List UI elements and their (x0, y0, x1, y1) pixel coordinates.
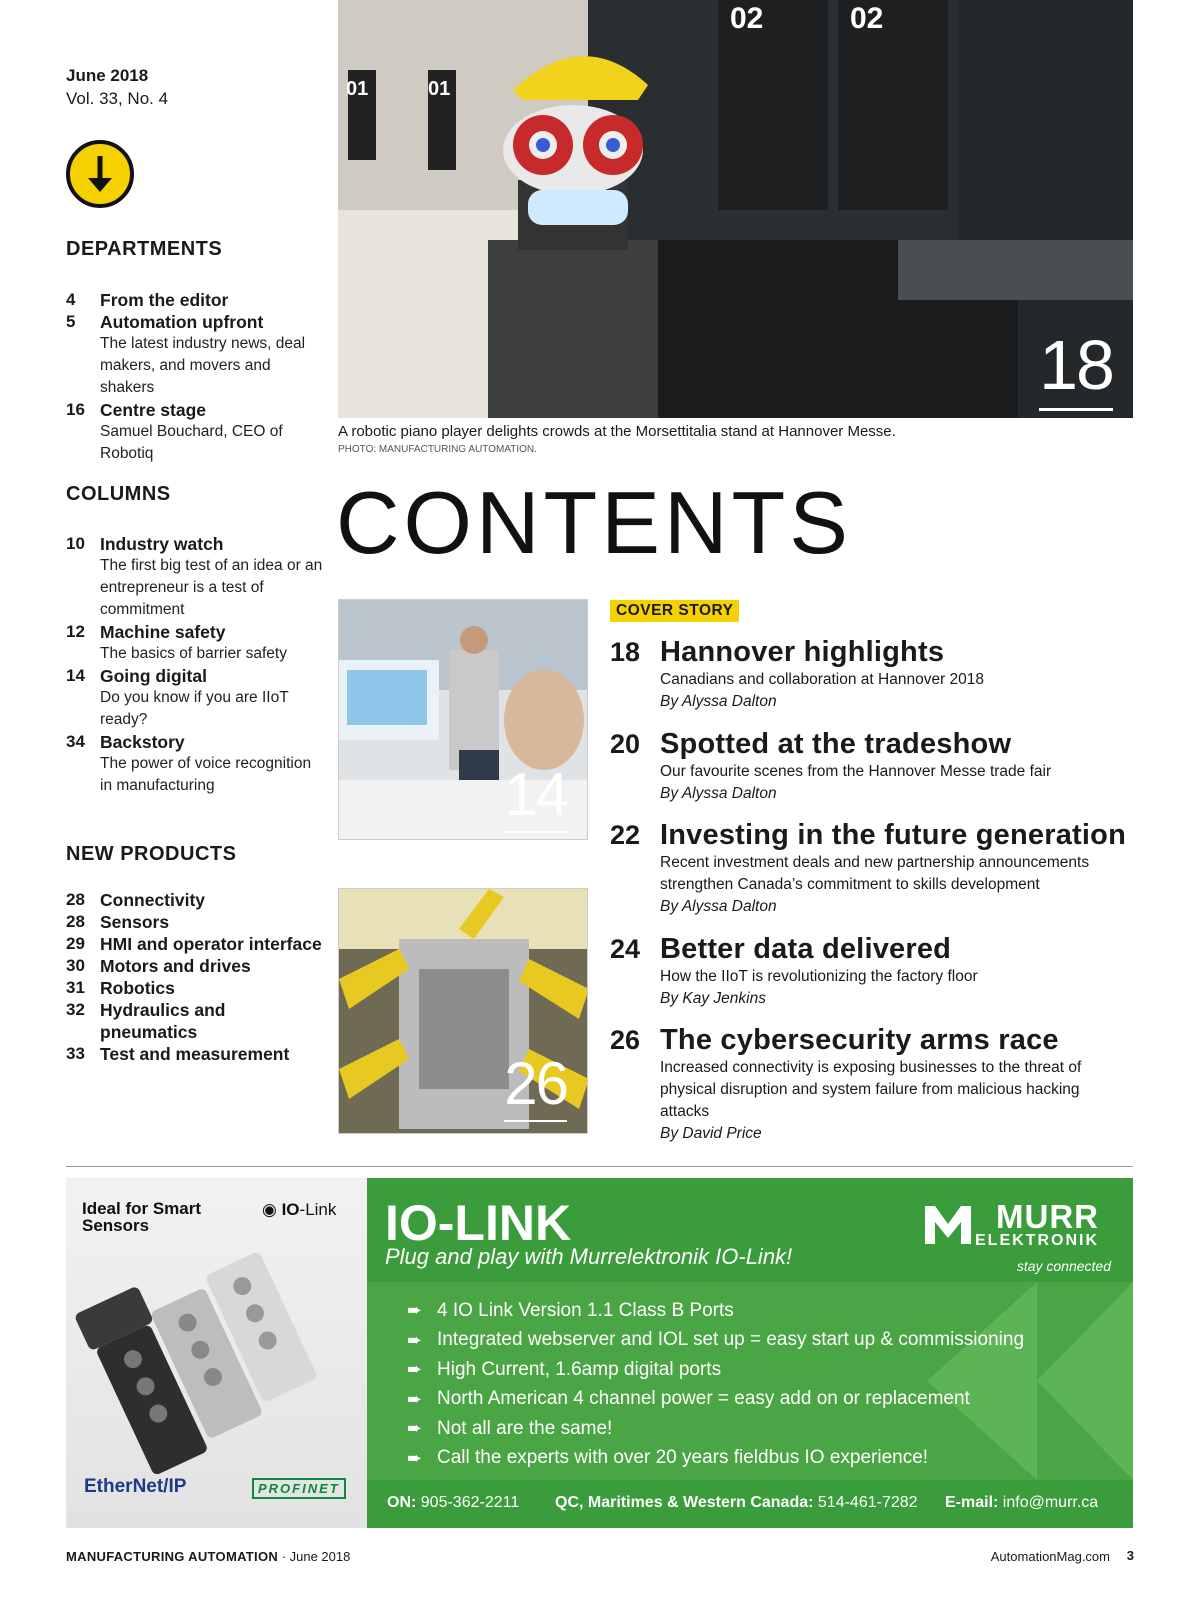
story-title: The cybersecurity arms race (660, 1024, 1059, 1056)
hero-sign-02: 02 (730, 2, 764, 35)
issue-month: June 2018 (66, 66, 149, 85)
story-page: 26 (610, 1025, 641, 1055)
story-desc: Our favourite scenes from the Hannover Messe trade fair (660, 763, 1052, 780)
ad-contact-on[interactable] (387, 1494, 519, 1512)
hero-sign-01: 01 (346, 78, 369, 100)
toc-item[interactable] (66, 731, 326, 797)
ad-product-panel (66, 1178, 367, 1528)
toc-page: 10 (66, 534, 85, 553)
ad-smart-sensors: Ideal for Smart Sensors (82, 1199, 202, 1235)
toc-page: 14 (66, 666, 85, 685)
toc-title: Backstory (100, 732, 185, 752)
iolink-logo-bold: IO (281, 1200, 300, 1219)
toc-page: 33 (66, 1044, 85, 1063)
story-page: 20 (610, 729, 641, 759)
toc-page: 34 (66, 732, 85, 751)
story-desc: Canadians and collaboration at Hannover 2018 (660, 671, 985, 688)
arrow-bullet-icon: ➨ (407, 1300, 423, 1321)
toc-item[interactable] (66, 933, 326, 955)
toc-item[interactable] (66, 665, 326, 731)
ad-feature-text: Not all are the same! (437, 1417, 613, 1439)
toc-desc: The first big test of an idea or an entrepreneur is a test of commitment (100, 557, 323, 618)
down-arrow-icon (66, 140, 134, 208)
story-title: Hannover highlights (660, 636, 945, 668)
ad-feature (407, 1296, 1024, 1326)
story-title: Spotted at the tradeshow (660, 728, 1012, 760)
toc-item[interactable] (66, 289, 326, 311)
story-page: 24 (610, 934, 641, 964)
profinet-logo: PROFINET (252, 1478, 346, 1499)
toc-title: Robotics (100, 978, 175, 998)
toc-title: Centre stage (100, 400, 207, 420)
toc-title: Hydraulics and pneumatics (100, 1000, 226, 1042)
footer-publication-name: MANUFACTURING AUTOMATION (66, 1549, 279, 1564)
chevron-left-icon (1037, 1282, 1133, 1480)
toc-title: From the editor (100, 290, 229, 310)
toc-desc: The power of voice recognition in manufacturing (100, 755, 312, 794)
toc-page: 30 (66, 956, 85, 975)
divider (66, 1166, 1133, 1167)
toc-title: Sensors (100, 912, 170, 932)
toc-page: 4 (66, 290, 76, 309)
contact-value: info@murr.ca (1002, 1494, 1099, 1511)
iolink-logo-icon: ◉ (262, 1200, 277, 1219)
hero-caption: A robotic piano player delights crowds at the Morsettitalia stand at Hannover Messe. (338, 423, 896, 440)
murr-tagline: stay connected (1016, 1258, 1111, 1274)
arrow-bullet-icon: ➨ (407, 1329, 423, 1350)
toc-desc: Do you know if you are IIoT ready? (100, 689, 289, 728)
contact-value: 905-362-2211 (420, 1494, 520, 1511)
contact-label: ON: (387, 1494, 417, 1511)
story-item[interactable] (610, 933, 1130, 1010)
thumb-presentation[interactable] (338, 599, 588, 840)
ad-green-panel (367, 1178, 1133, 1528)
page-number: 3 (1126, 1548, 1134, 1563)
ad-feature (407, 1355, 1024, 1385)
toc-page: 31 (66, 978, 85, 997)
story-byline: By Alyssa Dalton (660, 898, 777, 915)
ad-subheadline: Plug and play with Murrelektronik IO-Link! (385, 1244, 793, 1269)
story-item[interactable] (610, 636, 1130, 713)
ad-contact-qc[interactable] (555, 1494, 918, 1512)
story-byline: By David Price (660, 1125, 762, 1142)
departments-heading: DEPARTMENTS (66, 238, 223, 260)
new-products-list (66, 889, 326, 1065)
ad-feature-text: 4 IO Link Version 1.1 Class B Ports (437, 1299, 734, 1321)
story-item[interactable] (610, 819, 1130, 918)
toc-title: Test and measurement (100, 1044, 290, 1064)
toc-item[interactable] (66, 955, 326, 977)
contact-label: E-mail: (945, 1494, 999, 1511)
story-item[interactable] (610, 728, 1130, 805)
toc-title: Industry watch (100, 534, 224, 554)
toc-desc: Samuel Bouchard, CEO of Robotiq (100, 423, 283, 462)
ad-feature (407, 1414, 1024, 1444)
toc-title: HMI and operator interface (100, 934, 322, 954)
ad-feature-text: Integrated webserver and IOL set up = easy start up & commissioning (437, 1329, 1025, 1351)
footer-publication (66, 1549, 350, 1564)
toc-desc: The basics of barrier safety (100, 645, 287, 662)
hero-page-number: 18 (1039, 326, 1113, 404)
ad-headline: IO-LINK (385, 1195, 572, 1251)
departments-list (66, 289, 326, 465)
murr-brand-sub: ELEKTRONIK (975, 1232, 1099, 1249)
toc-item[interactable] (66, 399, 326, 465)
story-byline: By Kay Jenkins (660, 990, 766, 1007)
story-byline: By Alyssa Dalton (660, 785, 777, 802)
thumb-page-number: 14 (504, 761, 567, 828)
toc-title: Connectivity (100, 890, 206, 910)
ad-feature-text: High Current, 1.6amp digital ports (437, 1358, 722, 1380)
toc-page: 5 (66, 312, 76, 331)
toc-desc: The latest industry news, deal makers, and movers and shakers (100, 335, 306, 396)
ad-feature (407, 1444, 1024, 1474)
story-byline: By Alyssa Dalton (660, 693, 777, 710)
thumb-auto-factory[interactable] (338, 888, 588, 1134)
toc-page: 28 (66, 890, 85, 909)
story-desc: How the IIoT is revolutionizing the factory floor (660, 968, 978, 985)
toc-page: 16 (66, 400, 85, 419)
toc-item[interactable] (66, 999, 326, 1043)
columns-heading: COLUMNS (66, 483, 171, 505)
iolink-logo-rest: -Link (299, 1200, 337, 1219)
ad-contact-email[interactable] (945, 1494, 1098, 1512)
ad-feature-text: Call the experts with over 20 years fieldbus IO experience! (437, 1447, 929, 1469)
toc-page: 28 (66, 912, 85, 931)
arrow-bullet-icon: ➨ (407, 1388, 423, 1409)
hero-credit: PHOTO: MANUFACTURING AUTOMATION. (338, 444, 537, 455)
ad-feature (407, 1326, 1024, 1356)
toc-item[interactable] (66, 311, 326, 399)
footer-site[interactable]: AutomationMag.com (990, 1549, 1110, 1564)
story-desc: Increased connectivity is exposing businesses to the threat of physical disruption and system failure from malicious hacking attacks (660, 1059, 1082, 1120)
murr-logo-icon (923, 1202, 973, 1246)
thumb-page-number: 26 (504, 1050, 567, 1117)
toc-item[interactable] (66, 1043, 326, 1065)
murr-brand: MURR (996, 1198, 1099, 1235)
robot-photo-illustration (338, 0, 1133, 418)
story-title: Better data delivered (660, 933, 952, 965)
ad-feature-list (407, 1296, 1024, 1473)
page-title: CONTENTS (336, 473, 852, 572)
arrow-bullet-icon: ➨ (407, 1359, 423, 1380)
toc-page: 32 (66, 1000, 85, 1019)
ad-feature (407, 1385, 1024, 1415)
columns-list (66, 533, 326, 797)
toc-item[interactable] (66, 533, 326, 621)
arrow-bullet-icon: ➨ (407, 1447, 423, 1468)
murrelektronik-ad[interactable] (66, 1178, 1133, 1528)
new-products-heading: NEW PRODUCTS (66, 843, 237, 865)
hero-sign-02b: 02 (850, 2, 884, 35)
hero-photo[interactable] (338, 0, 1133, 418)
story-page: 22 (610, 820, 641, 850)
toc-item[interactable] (66, 911, 326, 933)
hero-sign-01b: 01 (428, 78, 451, 100)
toc-item[interactable] (66, 889, 326, 911)
toc-item[interactable] (66, 621, 326, 665)
toc-page: 12 (66, 622, 85, 641)
issue-volume: Vol. 33, No. 4 (66, 89, 169, 108)
toc-title: Machine safety (100, 622, 226, 642)
story-desc: Recent investment deals and new partnership announcements strengthen Canada’s commitment to skills development (660, 854, 1090, 893)
contact-label: QC, Maritimes & Western Canada: (555, 1494, 814, 1511)
toc-title: Automation upfront (100, 312, 264, 332)
ad-feature-text: North American 4 channel power = easy add on or replacement (437, 1388, 970, 1410)
arrow-bullet-icon: ➨ (407, 1418, 423, 1439)
toc-page: 29 (66, 934, 85, 953)
toc-item[interactable] (66, 977, 326, 999)
toc-title: Going digital (100, 666, 207, 686)
contact-value: 514-461-7282 (817, 1494, 918, 1511)
footer-date: · June 2018 (281, 1549, 351, 1564)
toc-title: Motors and drives (100, 956, 251, 976)
story-page: 18 (610, 637, 641, 667)
story-item[interactable] (610, 1024, 1130, 1145)
cover-story-badge: COVER STORY (610, 600, 739, 622)
ethernet-ip-logo: EtherNet/IP (84, 1476, 187, 1497)
story-title: Investing in the future generation (660, 819, 1126, 851)
